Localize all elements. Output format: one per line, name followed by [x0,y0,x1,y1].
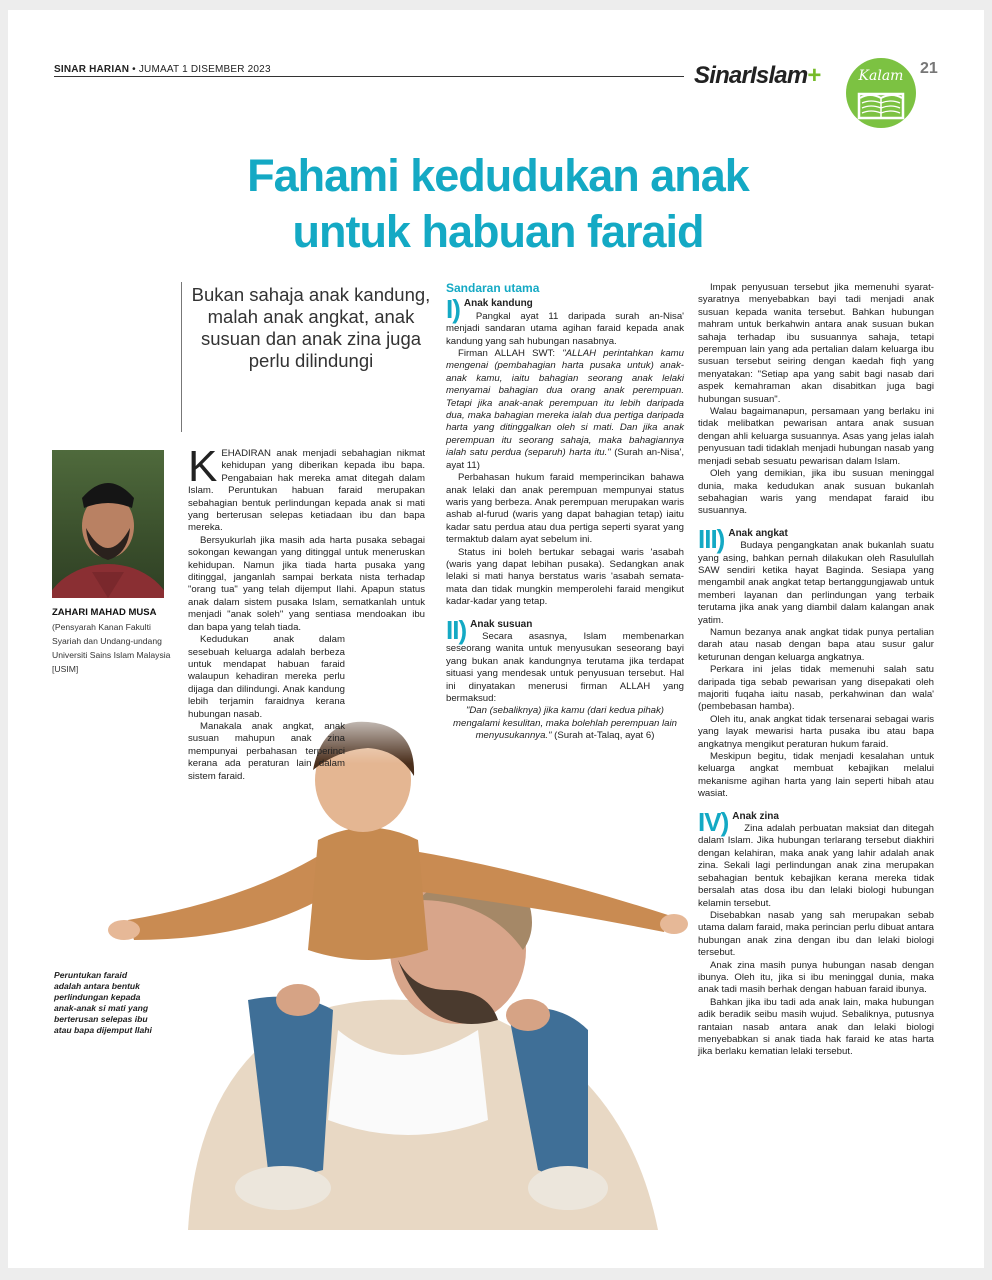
column-3-paragraph-2: Walau bagaimanapun, persamaan yang berlaku ini tidak melibatkan pewarisan antara anak susuan dengan ahli keluarga susuannya. Asas yang jelas ialah penyusuan tadi tidaklah menjadi hubungan nasab yang menjadi sebab sesuatu pewarisan dalam Islam. [698,406,934,467]
masthead: SINAR HARIAN • JUMAAT 1 DISEMBER 2023 [54,64,271,75]
section-1-paragraph-1: Pangkal ayat 11 daripada surah an-Nisa' menjadi sandaran utama agihan faraid kepada anak kandung yang sah hubungan nasabnya. [446,310,684,347]
section-4-paragraph-3: Anak zina masih punya hubungan nasab dengan ibunya. Oleh itu, jika si ibu meninggal dunia, maka anak tadi masih berhak dengan habuan faraid ibunya. [698,959,934,996]
section-1-paragraph-4: Status ini boleh bertukar sebagai waris 'asabah (waris yang dapat lebihan pusaka). Sedangkan anak lelaki si mati hanya berstatus waris 'asabah semata-mata dan tidak mungkin memperolehi faraid mengikut kadar-kadar yang tetap. [446,546,684,608]
brand-logo [694,62,821,90]
column-3 [698,282,934,1059]
author-portrait [52,450,164,598]
column-2 [446,282,684,743]
section-1-paragraph-3: Perbahasan hukum faraid memperincikan bahawa anak lelaki dan anak perempuan mempunyai status waris yang berbeza. Anak perempuan merupakan waris ashab al-furud (waris yang dapat bahagian tetap) iaitu kadar satu perdua atau dua pertiga seperti syarat yang termaktub dalam ayat sebelum ini. [446,472,684,546]
section-3-paragraph-3: Perkara ini jelas tidak memenuhi salah satu daripada tiga sebab pewarisan yang disepakati oleh majoriti fuqaha iaitu nasab, perkahwinan dan wala' (pembebasan hamba). [698,664,934,713]
author-role: (Pensyarah Kanan Fakulti Syariah dan Undang-undang Universiti Sains Islam Malaysia [USIM] [52,622,171,674]
section-4-heading [698,806,934,837]
standfirst: Bukan sahaja anak kandung, malah anak angkat, anak susuan dan anak zina juga perlu dilindungi [191,284,431,371]
section-2-quote [446,705,684,742]
section-badge-label: Kalam [858,68,904,84]
column-3-paragraph-3: Oleh yang demikian, jika ibu susuan meninggal dunia, maka kedudukan anak susuan bukanlah sebahagian waris yang mendapat faraid ibu susuannya. [698,468,934,517]
headline-line-1: Fahami kedudukan anak [247,150,749,201]
section-4-paragraph-2: Disebabkan nasab yang sah merupakan sebab utama dalam faraid, maka perincian perlu dibuat antara hubungan anak zina dengan ibu dan lelaki biologi tersebut. [698,909,934,959]
section-3-paragraph-2: Namun bezanya anak angkat tidak punya pertalian darah atau nasab dengan bapa atau susur galur keturunan dengan keluarga angkatnya. [698,626,934,663]
section-2-paragraph-1: Secara asasnya, Islam membenarkan seseorang wanita untuk menyusukan seseorang bayi yang bukan anak kandungnya terutama jika terdapat situasi yang mendesak untuk penyusuan tersebut. Hal ini dinyatakan menerusi firman ALLAH yang bermaksud: [446,630,684,704]
section-4-title: Anak zina [732,810,779,822]
intro-paragraph-1 [188,442,425,535]
column-intro [188,442,425,783]
section-3-paragraph-4: Oleh itu, anak angkat tidak tersenarai sebagai waris yang layak mewarisi harta pusaka ibu atau bapa angkatnya mengikut peraturan hukum faraid. [698,713,934,750]
section-3-number: III) [698,523,725,554]
quran-ref-1: (Surah an-Nisa', ayat 11) [446,447,684,471]
section-4-number: IV) [698,806,729,837]
section-1-title: Anak kandung [463,298,533,310]
quran-quote-1: "ALLAH perintahkan kamu mengenai (pembahagian harta pusaka untuk) anak-anak kamu, iaitu bahagian seorang anak lelaki menyamai bahagian dua orang anak perempuan. Tetapi jika anak-anak perempuan itu lebih daripada dua, maka bahagian mereka ialah dua pertiga daripada harta yang ditinggalkan oleh si mati. Dan jika anak perempuan itu seorang sahaja, maka bahagiannya ialah satu perdua (separuh) harta itu." [446,348,685,459]
publication-name: SINAR HARIAN [54,64,130,75]
author-photo [52,450,164,598]
brand-plus: + [807,62,821,89]
column-3-paragraph-1: Impak penyusuan tersebut jika memenuhi syarat-syaratnya menyebabkan bayi tadi menjadi anak susuan kepada wanita tersebut. Bahkan hubungan mahram untuk berkahwin antara anak susuan bukan sahaja terhadap ibu susuannya sahaja, tetapi perempuan lain yang ada pertalian dalam keluarga ibu susuan tersebut seiring dengan kaedah fiqh yang menyatakan: "Setiap apa yang sabit bagi nasab dari aspek kemahraman akan disabitkan juga bagi hubungan susuan". [698,282,934,405]
brand-text: SinarIslam [694,62,808,89]
header-rule [54,76,684,77]
section-3-heading [698,523,934,554]
intro-paragraph-2: Bersyukurlah jika masih ada harta pusaka sebagai sokongan kewangan yang ditinggal untuk meneruskan kehidupan. Namun jika tiada harta pusaka yang ditinggal, janganlah sampai berkata nista terhadap "orang tua" yang telah dijemput Ilahi. Apapun status anak dalam sistem pusaka Islam, sematkanlah untuk menjadi "anak soleh" yang sentiasa mendoakan ibu dan bapa yang telah tiada. [188,534,425,633]
photo-caption: Peruntukan faraid adalah antara bentuk perlindungan kepada anak-anak si mati yang berterusan selepas ibu atau bapa dijemput Ilahi [54,970,152,1035]
newspaper-page [8,10,984,1268]
section-2-heading [446,614,684,645]
section-2-number: II) [446,614,467,645]
quran-quote-2: "Dan (sebaliknya) jika kamu (dari kedua pihak) mengalami kesulitan, maka bolehlah perempuan lain menyusukannya." [453,705,677,742]
section-1-heading [446,294,684,325]
intro-paragraph-3: Kedudukan anak dalam sesebuah keluarga adalah berbeza untuk mendapat habuan faraid walaupun kehadiran mereka perlu dijaga dan dilindungi. Anak kandung lebih terjamin faraidnya kerana hubungan nasab. [188,634,345,720]
dropcap: K [188,442,218,491]
open-book-icon [846,58,916,128]
headline-line-2: untuk habuan faraid [292,206,704,257]
column-2-title: Sandaran utama [446,281,540,295]
issue-date: JUMAAT 1 DISEMBER 2023 [138,64,271,75]
intro-paragraph-1-text: EHADIRAN anak menjadi sebahagian nikmat kehidupan yang diberikan kepada ibu bapa. Pengabaian hak mereka amat ditegah dalam Islam. Peruntukan habuan faraid merupakan sebahagian bentuk perlindungan kepada anak si mati yang berterusan selepas ketiadaan ibu dan bapa mereka. [188,448,425,534]
quran-intro: Firman ALLAH SWT: [458,348,556,360]
author-name: ZAHARI MAHAD MUSA [52,607,157,618]
section-3-paragraph-5: Meskipun begitu, tidak menjadi kesalahan untuk keluarga angkat membuat kebajikan melalui mekanisme agihan harta yang lain seperti hibah atau wasiat. [698,751,934,800]
section-badge [846,58,916,128]
quran-ref-2: (Surah at-Talaq, ayat 6) [554,730,655,742]
section-4-paragraph-4: Bahkan jika ibu tadi ada anak lain, maka hubungan adik beradik seibu masih wujud. Sebaliknya, putusnya rantaian nasab antara anak dan lelaki biologi menyebabkan si anak tiada hak faraid ke atas harta jika berlaku kematian lelaki tersebut. [698,996,934,1058]
section-4-paragraph-1: Zina adalah perbuatan maksiat dan ditegah dalam Islam. Jika hubungan terlarang tersebut diakhiri dengan kelahiran, maka anak yang lahir adalah anak zina. Sekali lagi perlindungan anak zina merupakan sebahagian bentuk kebajikan kerana mereka tidak bersalah atas dosa ibu dan lelaki biologi hubungan kelamin tersebut. [698,823,934,909]
section-1-paragraph-2 [446,348,684,472]
section-3-title: Anak angkat [728,527,788,539]
section-2-title: Anak susuan [470,618,533,630]
section-3-paragraph-1: Budaya pengangkatan anak bukanlah suatu yang asing, bahkan pernah dilakukan oleh Rasulullah SAW sendiri ketika hayat Baginda. Sesiapa yang mengambil anak angkat tetap bertanggungjawab untuk memberi layanan dan perlindungan yang terbaik terutama jika anak yang diambil dalam kalangan anak yatim. [698,540,934,626]
intro-paragraph-4: Manakala anak angkat, anak susuan mahupun anak zina mempunyai perbahasan terperinci kerana ada peraturan lain dalam sistem faraid. [188,720,345,782]
standfirst-rule [181,282,182,432]
page-number: 21 [920,60,938,77]
section-1-number: I) [446,294,460,325]
headline [148,148,848,260]
